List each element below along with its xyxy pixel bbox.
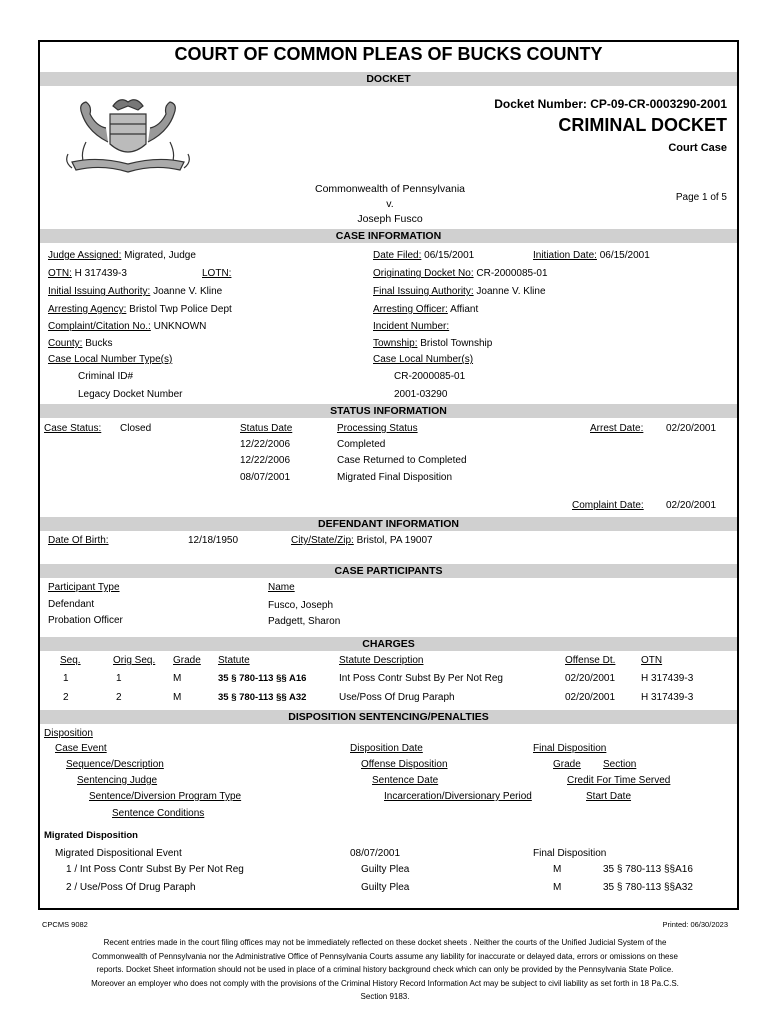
township [373,338,492,349]
complaint-date-label: Complaint Date: [572,500,644,511]
dob-value: 12/18/1950 [188,535,239,546]
lotn-label: LOTN: [202,268,232,279]
participant-name-label: Name [268,582,295,593]
page-indicator: Page 1 of 5 [675,192,727,203]
disp-item-2-desc: 2 / Use/Poss Of Drug Paraph [66,882,196,893]
disp-item-2-section: 35 § 780-113 §§A32 [603,882,693,893]
participant-1-type: Defendant [48,599,95,610]
form-id: CPCMS 9082 [42,920,88,929]
caption-versus: v. [386,198,394,210]
charges-grade-header: Grade [173,655,201,666]
local-number-type-label: Case Local Number Type(s) [48,354,173,365]
disp-item-1-disp: Guilty Plea [361,864,410,875]
processing-status-label: Processing Status [337,423,418,434]
charge-2-orig-seq: 2 [116,692,122,703]
disp-h-offense-disp: Offense Disposition [361,759,448,770]
charge-1-description: Int Poss Contr Subst By Per Not Reg [339,673,503,684]
case-status-label: Case Status: [44,423,102,434]
disp-h-disp-date: Disposition Date [350,743,423,754]
initial-auth-value: Joanne V. Kline [153,286,223,297]
judge-value: Migrated, Judge [124,250,196,261]
docket-type: CRIMINAL DOCKET [558,115,727,135]
initiation-value: 06/15/2001 [599,250,650,261]
township-value: Bristol Township [420,338,493,349]
arresting-officer [373,304,478,315]
initial-auth-label: Initial Issuing Authority: [48,286,151,297]
disp-h-section: Section [603,759,637,770]
disp-item-1-grade: M [553,864,562,875]
disp-item-2-disp: Guilty Plea [361,882,410,893]
final-auth-value: Joanne V. Kline [476,286,546,297]
arresting-officer-value: Affiant [450,304,479,315]
charges-otn-header: OTN [641,655,663,666]
originating-docket [373,268,548,279]
complaint-value: UNKNOWN [153,321,207,332]
judge-label: Judge Assigned: [48,250,122,261]
complaint-label: Complaint/Citation No.: [48,321,151,332]
disp-h-seq-desc: Sequence/Description [66,759,164,770]
final-issuing-authority [373,286,546,297]
charge-1-orig-seq: 1 [116,673,122,684]
arrest-date-label: Arrest Date: [590,423,644,434]
local-type-2: Legacy Docket Number [78,389,183,400]
dob-label: Date Of Birth: [48,535,109,546]
participant-type-label: Participant Type [48,582,120,593]
status-date-label: Status Date [240,423,293,434]
disp-item-1-section: 35 § 780-113 §§A16 [603,864,693,875]
csz-value: Bristol, PA 19007 [356,535,433,546]
initiation-label: Initiation Date: [533,250,597,261]
coat-of-arms-icon [58,92,198,176]
migrated-event-label: Migrated Dispositional Event [55,848,182,859]
date-filed [373,250,474,261]
local-number-1: CR-2000085-01 [394,371,466,382]
disp-h-case-event: Case Event [55,743,107,754]
case-status [44,423,101,434]
judge-assigned [48,250,196,261]
migrated-disposition-title: Migrated Disposition [44,830,138,841]
charge-1-statute: 35 § 780-113 §§ A16 [218,673,307,684]
disp-h-sent-program: Sentence/Diversion Program Type [89,791,242,802]
otn-value: H 317439-3 [74,268,127,279]
case-participants-bar: CASE PARTICIPANTS [40,564,737,578]
disp-h-sent-conditions: Sentence Conditions [112,808,205,819]
disp-h-credit: Credit For Time Served [567,775,671,786]
charge-2-offense-dt: 02/20/2001 [565,692,616,703]
otn-label: OTN: [48,268,72,279]
participant-2-name: Padgett, Sharon [268,616,341,627]
date-filed-value: 06/15/2001 [424,250,475,261]
printed-date: Printed: 06/30/2023 [662,920,728,929]
court-title: COURT OF COMMON PLEAS OF BUCKS COUNTY [174,44,603,64]
status-row-1-status: Completed [337,439,386,450]
township-label: Township: [373,338,418,349]
local-number-2: 2001-03290 [394,389,448,400]
status-row-2-status: Case Returned to Completed [337,455,467,466]
disp-h-grade: Grade [553,759,581,770]
status-row-1-date: 12/22/2006 [240,439,291,450]
arresting-agency-value: Bristol Twp Police Dept [129,304,232,315]
disp-h-incarceration: Incarceration/Diversionary Period [384,791,532,802]
complaint-date-value: 02/20/2001 [666,500,717,511]
charges-seq-header: Seq. [60,655,81,666]
caption-plaintiff: Commonwealth of Pennsylvania [315,183,465,195]
charges-bar: CHARGES [40,637,737,651]
date-filed-label: Date Filed: [373,250,422,261]
disp-item-1-desc: 1 / Int Poss Contr Subst By Per Not Reg [66,864,244,875]
initial-issuing-authority [48,286,222,297]
arresting-agency [48,304,232,315]
final-auth-label: Final Issuing Authority: [373,286,474,297]
orig-docket-value: CR-2000085-01 [476,268,548,279]
complaint-citation [48,321,206,332]
status-information-bar: STATUS INFORMATION [40,404,737,418]
charge-2-statute: 35 § 780-113 §§ A32 [218,692,307,703]
status-row-2-date: 12/22/2006 [240,455,291,466]
participant-2-type: Probation Officer [48,615,123,626]
charge-1-grade: M [173,673,182,684]
city-state-zip [291,535,433,546]
charge-2-seq: 2 [63,692,69,703]
arrest-date-value: 02/20/2001 [666,423,717,434]
participant-1-name: Fusco, Joseph [268,600,334,611]
disp-h-sentence-date: Sentence Date [372,775,439,786]
case-status-value: Closed [120,423,152,434]
case-kind: Court Case [668,142,727,154]
disp-h-disposition: Disposition [44,728,93,739]
otn [48,268,127,279]
arresting-officer-label: Arresting Officer: [373,304,448,315]
county [48,338,112,349]
disp-h-final-disp: Final Disposition [533,743,607,754]
charge-2-otn: H 317439-3 [641,692,694,703]
charges-statute-header: Statute [218,655,250,666]
docket-bar: DOCKET [40,72,737,86]
charge-1-otn: H 317439-3 [641,673,694,684]
migrated-event-date: 08/07/2001 [350,848,401,859]
charge-2-grade: M [173,692,182,703]
disclaimer-note: Recent entries made in the court filing offices may not be immediately reflected on these docket sheets . Neither the courts of the Unified Judicial System of the Commonwealth of Pennsylvania nor the Administrative Office of Pennsylvania Courts assume any liability for inaccurate or delayed data, errors or omissions on these reports. Docket Sheet information should not be used in place of a criminal history background check which can only be provided by the Pennsylvania State Police. Moreover an employer who does not comply with the provisions of the Criminal History Record Information Act may be subject to civil liability as set forth in 18 Pa.C.S. Section 9183. [91,938,679,1001]
defendant-information-bar: DEFENDANT INFORMATION [40,517,737,531]
status-row-3-date: 08/07/2001 [240,472,291,483]
disposition-bar: DISPOSITION SENTENCING/PENALTIES [40,710,737,724]
csz-label: City/State/Zip: [291,535,354,546]
initiation-date [533,250,650,261]
docket-number: Docket Number: CP-09-CR-0003290-2001 [494,97,727,111]
caption-defendant: Joseph Fusco [357,213,423,225]
charges-description-header: Statute Description [339,655,424,666]
disp-h-start-date: Start Date [586,791,632,802]
orig-docket-label: Originating Docket No: [373,268,474,279]
case-information-bar: CASE INFORMATION [40,229,737,243]
incident-number-label: Incident Number: [373,321,450,332]
charge-2-description: Use/Poss Of Drug Paraph [339,692,455,703]
disp-h-sent-judge: Sentencing Judge [77,775,158,786]
charges-offense-dt-header: Offense Dt. [565,655,616,666]
migrated-event-final: Final Disposition [533,848,607,859]
county-label: County: [48,338,83,349]
disp-item-2-grade: M [553,882,562,893]
charge-1-seq: 1 [63,673,69,684]
local-type-1: Criminal ID# [78,371,134,382]
local-number-label: Case Local Number(s) [373,354,474,365]
charge-1-offense-dt: 02/20/2001 [565,673,616,684]
charges-orig-seq-header: Orig Seq. [113,655,156,666]
arresting-agency-label: Arresting Agency: [48,304,127,315]
county-value: Bucks [85,338,113,349]
status-row-3-status: Migrated Final Disposition [337,472,453,483]
